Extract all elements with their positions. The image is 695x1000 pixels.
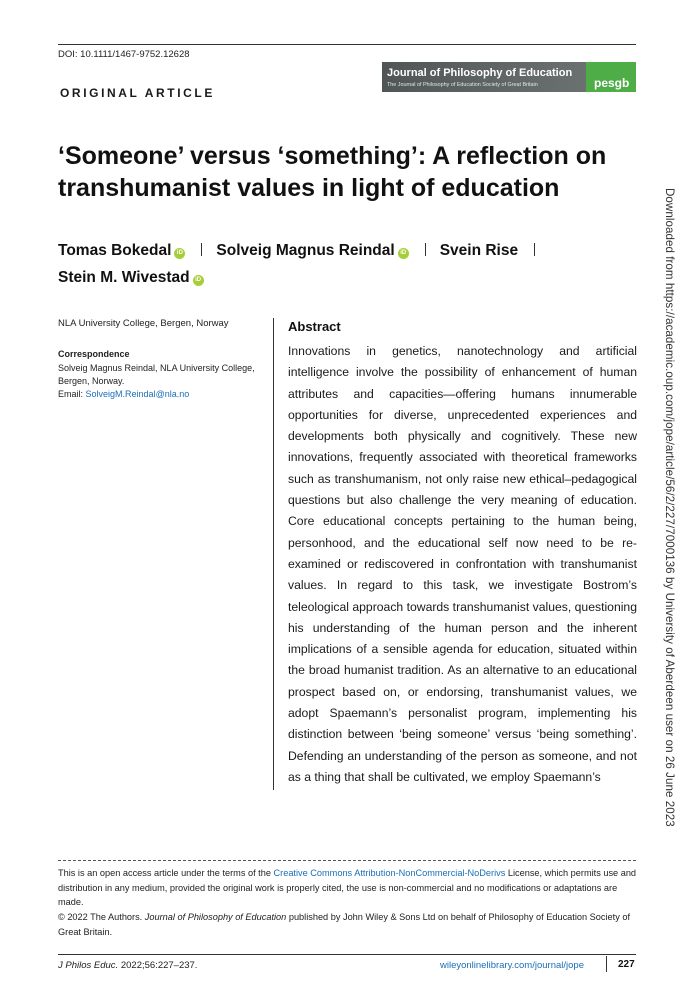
footer-rule <box>58 954 636 955</box>
affiliation: NLA University College, Bergen, Norway <box>58 318 229 329</box>
author-name[interactable]: Tomas Bokedal <box>58 242 172 259</box>
copyright-text <box>58 910 638 939</box>
author-separator <box>201 243 202 256</box>
column-divider <box>273 318 274 790</box>
copyright-journal: Journal of Philosophy of Education <box>144 912 287 922</box>
pesgb-logo-text: pesgb <box>594 76 630 90</box>
orcid-icon[interactable]: iD <box>174 248 185 259</box>
journal-banner-title: Journal of Philosophy of Education <box>387 67 573 79</box>
license-divider <box>58 860 636 861</box>
email-label: Email: <box>58 389 84 399</box>
copyright-suffix: published by John Wiley & Sons Ltd on behalf of Philosophy of Education Society of Great Britain. <box>58 912 631 937</box>
author-name[interactable]: Solveig Magnus Reindal <box>216 242 395 259</box>
download-note: Downloaded from https://academic.oup.com/jope/article/56/2/227/7000136 by University of Aberdeen user on 26 June 2023 <box>663 188 676 827</box>
citation-details: 2022;56:227–237. <box>118 960 198 971</box>
author-list <box>58 237 618 291</box>
journal-banner-text <box>382 62 586 92</box>
download-note-wrapper <box>663 188 677 827</box>
page-number: 227 <box>618 959 635 970</box>
author-separator <box>425 243 426 256</box>
author-3[interactable] <box>440 242 518 259</box>
citation <box>58 960 197 971</box>
citation-journal: J Philos Educ. <box>58 960 119 971</box>
journal-banner-subtitle: The Journal of Philosophy of Education Society of Great Britain <box>387 82 538 88</box>
author-separator <box>534 243 535 256</box>
correspondence-text <box>58 362 258 401</box>
article-type: ORIGINAL ARTICLE <box>60 86 215 100</box>
correspondence-label: Correspondence <box>58 349 130 359</box>
footer-separator <box>606 956 607 972</box>
abstract-text: Innovations in genetics, nanotechnology and artificial intelligence involve the possibility of enhancement of human attributes and capacities—offering humans innumerable opportunities for diverse, unprecedented experiences and developments both physically and cognitively. These new innovations, frequently associated with theoretical frameworks such as transhumanism, not only raise new ethical–pedagogical questions but also challenge the very meaning of education. Core educational concepts pertaining to the human being, personhood, and the educational self now need to be re-examined or rediscovered in confrontation with transhumanist values. In regard to this task, we investigate Bostrom’s teleological approach towards transhumanist values, questioning his understanding of the human person and the inherent implications of a sensible agenda for education, situated within the broad humanist tradition. As an alternative to an educational prospect based on, or endorsing, transhumanist values, we adopt Spaemann’s personalist program, implementing his distinction between ‘being someone’ versus ‘being something’. Defending an understanding of the person as someone, and not as a thing that shall be cultivated, we employ Spaemann’s <box>288 344 637 784</box>
license-text <box>58 866 638 910</box>
orcid-icon[interactable]: iD <box>398 248 409 259</box>
orcid-icon[interactable]: iD <box>193 275 204 286</box>
correspondence-address: Solveig Magnus Reindal, NLA University College, Bergen, Norway. <box>58 363 255 386</box>
author-1[interactable] <box>58 242 185 259</box>
abstract-heading: Abstract <box>288 319 341 334</box>
license-prefix: This is an open access article under the terms of the <box>58 868 274 878</box>
author-4[interactable] <box>58 269 204 286</box>
author-name[interactable]: Stein M. Wivestad <box>58 269 190 286</box>
article-title: ‘Someone’ versus ‘something’: A reflection on transhumanist values in light of education <box>58 142 607 202</box>
journal-url-link[interactable]: wileyonlinelibrary.com/journal/jope <box>440 960 584 971</box>
doi[interactable]: DOI: 10.1111/1467-9752.12628 <box>58 49 190 60</box>
top-rule <box>58 44 636 45</box>
author-name[interactable]: Svein Rise <box>439 242 519 259</box>
email-link[interactable]: SolveigM.Reindal@nla.no <box>85 389 190 399</box>
pesgb-logo <box>586 62 636 92</box>
journal-banner[interactable] <box>382 62 636 92</box>
license-link[interactable]: Creative Commons Attribution-NonCommercial-NoDerivs <box>273 868 506 878</box>
author-2[interactable] <box>216 242 408 259</box>
license-suffix: License, which permits use and distribution in any medium, provided the original work is properly cited, the use is non-commercial and no modifications or adaptations are made. <box>58 868 637 907</box>
copyright-prefix: © 2022 The Authors. <box>58 912 145 922</box>
